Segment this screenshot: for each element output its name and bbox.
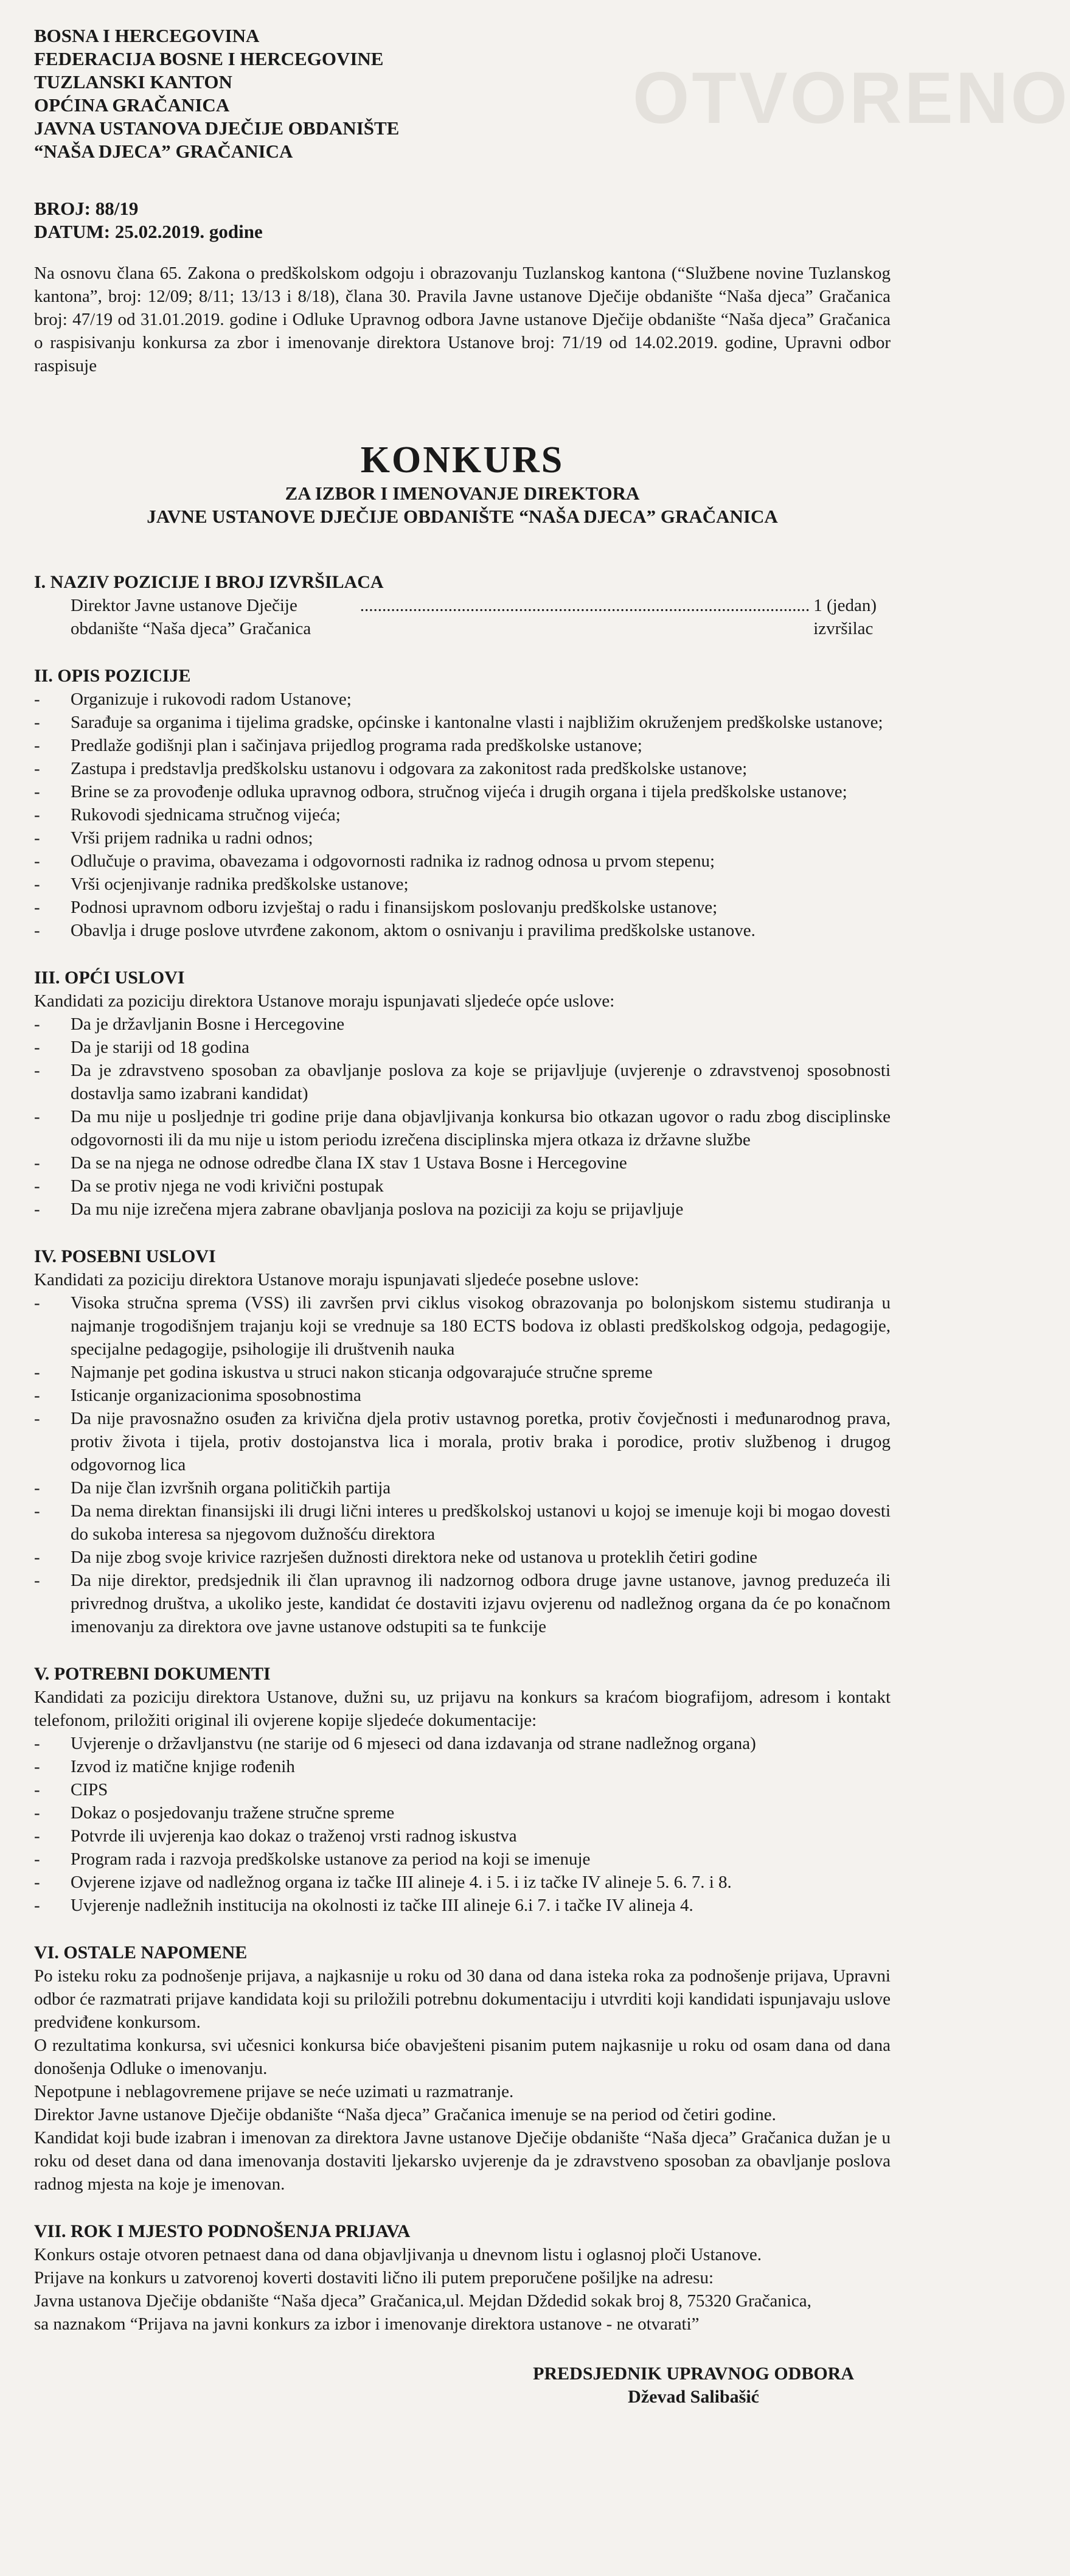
list-item: - Da mu nije u posljednje tri godine prije dana objavljivanja konkursa bio otkazan ugovor o radu zbog disciplinske odgovornosti ili da mu nije u istom periodu izrečena disciplinska mjera otkaza iz državne službe <box>34 1105 891 1151</box>
list-item: - Da nije zbog svoje krivice razrješen dužnosti direktora neke od ustanova u proteklih četiri godine <box>34 1546 891 1569</box>
list-item: - Da nije član izvršnih organa političkih partija <box>34 1476 891 1499</box>
header-line: JAVNA USTANOVA DJEČIJE OBDANIŠTE <box>34 117 400 139</box>
list-item: - Visoka stručna sprema (VSS) ili završen prvi ciklus visokog obrazovanja po bolonjskom sistemu studiranja u najmanje trogodišnjem trajanju koji se vrednuje sa 180 ECTS bodova iz oblasti predškolskog odgoja, pedagogije, specijalne pedagogije, psihologije ili društvenih nauka <box>34 1291 891 1361</box>
list-item: - Da nije direktor, predsjednik ili član upravnog ili nadzornog odbora druge javne ustanove, javnog preduzeća ili privrednog društva, a ukoliko jeste, kandidat će dostaviti izjavu ovjerenu od nadležnog organa da će po konačnom imenovanju za direktora ove javne ustanove odstupiti sa te funkcije <box>34 1569 891 1638</box>
list-item: - Dokaz o posjedovanju tražene stručne spreme <box>34 1801 891 1824</box>
section-lead: Kandidati za poziciju direktora Ustanove, dužni su, uz prijavu na konkurs sa kraćom biografijom, adresom i kontakt telefonom, priložiti original ili ovjerene kopije sljedeće dokumentacije: <box>34 1688 891 1730</box>
header-line: OPĆINA GRAČANICA <box>34 94 230 116</box>
section-general-conditions <box>34 966 891 1221</box>
list-item: - Isticanje organizacionima sposobnostima <box>34 1384 891 1407</box>
document-subtitle: JAVNE USTANOVE DJEČIJE OBDANIŠTE “NAŠA DJECA” GRAČANICA <box>147 506 778 527</box>
list-item: - Uvjerenje nadležnih institucija na okolnosti iz tačke III alineje 6.i 7. i tačke IV alineja 4. <box>34 1894 891 1917</box>
list-item: - Podnosi upravnom odboru izvještaj o radu i finansijskom poslovanju predškolske ustanove; <box>34 896 891 919</box>
section-lead: Kandidati za poziciju direktora Ustanove moraju ispunjavati sljedeće posebne uslove: <box>34 1270 639 1290</box>
note-paragraph: Nepotpune i neblagovremene prijave se neće uzimati u razmatranje. <box>34 2082 514 2101</box>
list-item: - Da se protiv njega ne vodi krivični postupak <box>34 1175 891 1198</box>
list-item: - Da se na njega ne odnose odredbe člana IX stav 1 Ustava Bosne i Hercegovine <box>34 1151 891 1175</box>
header-line: “NAŠA DJECA” GRAČANICA <box>34 141 293 162</box>
list-item: - Ovjerene izjave od nadležnog organa iz tačke III alineje 4. i 5. i iz tačke IV alineje 5. 6. 7. i 8. <box>34 1871 891 1894</box>
list-item: - Da je državljanin Bosne i Hercegovine <box>34 1013 891 1036</box>
section-documents <box>34 1663 891 1917</box>
section-description <box>34 665 891 942</box>
section-notes <box>34 1941 891 2196</box>
list-item: - Organizuje i rukovodi radom Ustanove; <box>34 688 891 711</box>
signatory-name: Dževad Salibašić <box>628 2387 760 2407</box>
header-line: TUZLANSKI KANTON <box>34 71 232 92</box>
section-position <box>34 571 891 640</box>
document-title: KONKURS <box>360 439 565 481</box>
background-bleed-through: OTVORENO <box>633 57 1070 139</box>
list-item: - Predlaže godišnji plan i sačinjava prijedlog programa rada predškolske ustanove; <box>34 734 891 757</box>
title-block <box>34 438 891 528</box>
list-item: - Rukovodi sjednicama stručnog vijeća; <box>34 803 891 826</box>
section-heading: III. OPĆI USLOVI <box>34 968 185 988</box>
section-heading: IV. POSEBNI USLOVI <box>34 1246 216 1266</box>
list-item: - Odlučuje o pravima, obavezama i odgovornosti radnika iz radnog odnosa u prvom stepenu; <box>34 850 891 873</box>
general-conditions-list <box>34 1013 891 1221</box>
section-heading: VII. ROK I MJESTO PODNOŠENJA PRIJAVA <box>34 2221 411 2241</box>
list-item: - Obavlja i druge poslove utvrđene zakonom, aktom o osnivanju i pravilima predškolske ustanove. <box>34 919 891 942</box>
list-item: - Uvjerenje o državljanstvu (ne starije od 6 mjeseci od dana izdavanja od strane nadležnog organa) <box>34 1732 891 1755</box>
section-heading: II. OPIS POZICIJE <box>34 666 191 686</box>
list-item: - Da je zdravstveno sposoban za obavljanje poslova za koje se prijavljuje (uvjerenje o zdravstvenoj sposobnosti dostavlja samo izabrani kandidat) <box>34 1059 891 1105</box>
address-line: sa naznakom “Prijava na javni konkurs za izbor i imenovanje direktora ustanove - ne otvarati” <box>34 2314 700 2334</box>
list-item: - Da mu nije izrečena mjera zabrane obavljanja poslova na poziciji za koju se prijavljuje <box>34 1198 891 1221</box>
intro-paragraph: Na osnovu člana 65. Zakona o predškolskom odgoju i obrazovanju Tuzlanskog kantona (“Službene novine Tuzlanskog kantona”, broj: 12/09; 8/11; 13/13 i 8/18), člana 30. Pravila Javne ustanove Dječije obdanište “Naša djeca” Gračanica broj: 47/19 od 31.01.2019. godine i Odluke Upravnog odbora Javne ustanove Dječije obdanište “Naša djeca” Gračanica o raspisivanju konkursa za zbor i imenovanje direktora Ustanove broj: 71/19 od 14.02.2019. godine, Upravni odbor raspisuje <box>34 264 891 375</box>
note-paragraph: Kandidat koji bude izabran i imenovan za direktora Javne ustanove Dječije obdanište “Naša djeca” Gračanica dužan je u roku od deset dana od dana imenovanja dostaviti ljekarsko uvjerenje da je zdravstveno sposoban za obavljanje poslova radnog mjesta na koje je imenovan. <box>34 2128 891 2194</box>
list-item: - CIPS <box>34 1778 891 1801</box>
position-row <box>34 594 891 640</box>
list-item: - Brine se za provođenje odluka upravnog odbora, stručnog vijeća i drugih organa i tijela predškolske ustanove; <box>34 780 891 803</box>
list-item: - Da nema direktan finansijski ili drugi lični interes u predškolskoj ustanovi u kojoj se imenuje koji bi mogao dovesti do sukoba interesa sa njegovom dužnošću direktora <box>34 1499 891 1546</box>
documents-list <box>34 1732 891 1917</box>
list-item: - Potvrde ili uvjerenja kao dokaz o traženoj vrsti radnog iskustva <box>34 1824 891 1848</box>
list-item: - Da je stariji od 18 godina <box>34 1036 891 1059</box>
section-special-conditions <box>34 1245 891 1638</box>
list-item: - Zastupa i predstavlja predškolsku ustanovu i odgovara za zakonitost rada predškolske ustanove; <box>34 757 891 780</box>
section-lead: Kandidati za poziciju direktora Ustanove moraju ispunjavati sljedeće opće uslove: <box>34 991 615 1011</box>
document-subtitle: ZA IZBOR I IMENOVANJE DIREKTORA <box>285 483 640 504</box>
position-count: 1 (jedan) izvršilac <box>813 596 877 638</box>
duties-list <box>34 688 891 942</box>
section-heading: I. NAZIV POZICIJE I BROJ IZVRŠILACA <box>34 572 384 592</box>
reference-date: DATUM: 25.02.2019. godine <box>34 221 263 242</box>
signatory-title: PREDSJEDNIK UPRAVNOG ODBORA <box>533 2364 854 2384</box>
issuer-header <box>34 24 891 163</box>
section-heading: VI. OSTALE NAPOMENE <box>34 1942 248 1963</box>
position-name: Direktor Javne ustanove Dječije obdanište “Naša djeca” Gračanica <box>71 596 311 638</box>
section-heading: V. POTREBNI DOKUMENTI <box>34 1664 271 1684</box>
list-item: - Vrši ocjenjivanje radnika predškolske ustanove; <box>34 873 891 896</box>
list-item: - Izvod iz matične knjige rođenih <box>34 1755 891 1778</box>
header-line: FEDERACIJA BOSNE I HERCEGOVINE <box>34 48 384 69</box>
deadline-paragraph: Konkurs ostaje otvoren petnaest dana od dana objavljivanja u dnevnom listu i oglasnoj ploči Ustanove. <box>34 2245 762 2264</box>
note-paragraph: O rezultatima konkursa, svi učesnici konkursa biće obavješteni pisanim putem najkasnije u roku od osam dana od dana donošenja Odluke o imenovanju. <box>34 2036 891 2078</box>
deadline-paragraph: Prijave na konkurs u zatvorenoj koverti dostaviti lično ili putem preporučene pošiljke na adresu: <box>34 2268 714 2288</box>
list-item: - Najmanje pet godina iskustva u struci nakon sticanja odgovarajuće stručne spreme <box>34 1361 891 1384</box>
leader-dots: ...................................................................................................... <box>360 596 810 615</box>
list-item: - Vrši prijem radnika u radni odnos; <box>34 826 891 850</box>
signature-block <box>34 2362 891 2409</box>
address-line: Javna ustanova Dječije obdanište “Naša djeca” Gračanica,ul. Mejdan Dždedid sokak broj 8, 75320 Gračanica, <box>34 2291 811 2311</box>
reference-block <box>34 197 891 243</box>
list-item: - Da nije pravosnažno osuđen za krivična djela protiv ustavnog poretka, protiv čovječnosti i međunarodnog prava, protiv života i tijela, protiv dostojanstva lica i morala, protiv braka i porodice, protiv službenog i drugog odgovornog lica <box>34 1407 891 1476</box>
header-line: BOSNA I HERCEGOVINA <box>34 25 260 46</box>
reference-number: BROJ: 88/19 <box>34 198 139 219</box>
section-deadline <box>34 2220 891 2336</box>
note-paragraph: Po isteku roku za podnošenje prijava, a najkasnije u roku od 30 dana od dana isteka roka za podnošenje prijava, Upravni odbor će razmatrati prijave kandidata koji su priložili potrebnu dokumentaciju i utvrditi koji kandidati ispunjavaju uslove predviđene konkursom. <box>34 1966 891 2032</box>
list-item: - Sarađuje sa organima i tijelima gradske, općinske i kantonalne vlasti i najbližim okruženjem predškolske ustanove; <box>34 711 891 734</box>
special-conditions-list <box>34 1291 891 1638</box>
list-item: - Program rada i razvoja predškolske ustanove za period na koji se imenuje <box>34 1848 891 1871</box>
note-paragraph: Direktor Javne ustanove Dječije obdanište “Naša djeca” Gračanica imenuje se na period od četiri godine. <box>34 2105 776 2124</box>
document-content <box>34 24 891 2409</box>
